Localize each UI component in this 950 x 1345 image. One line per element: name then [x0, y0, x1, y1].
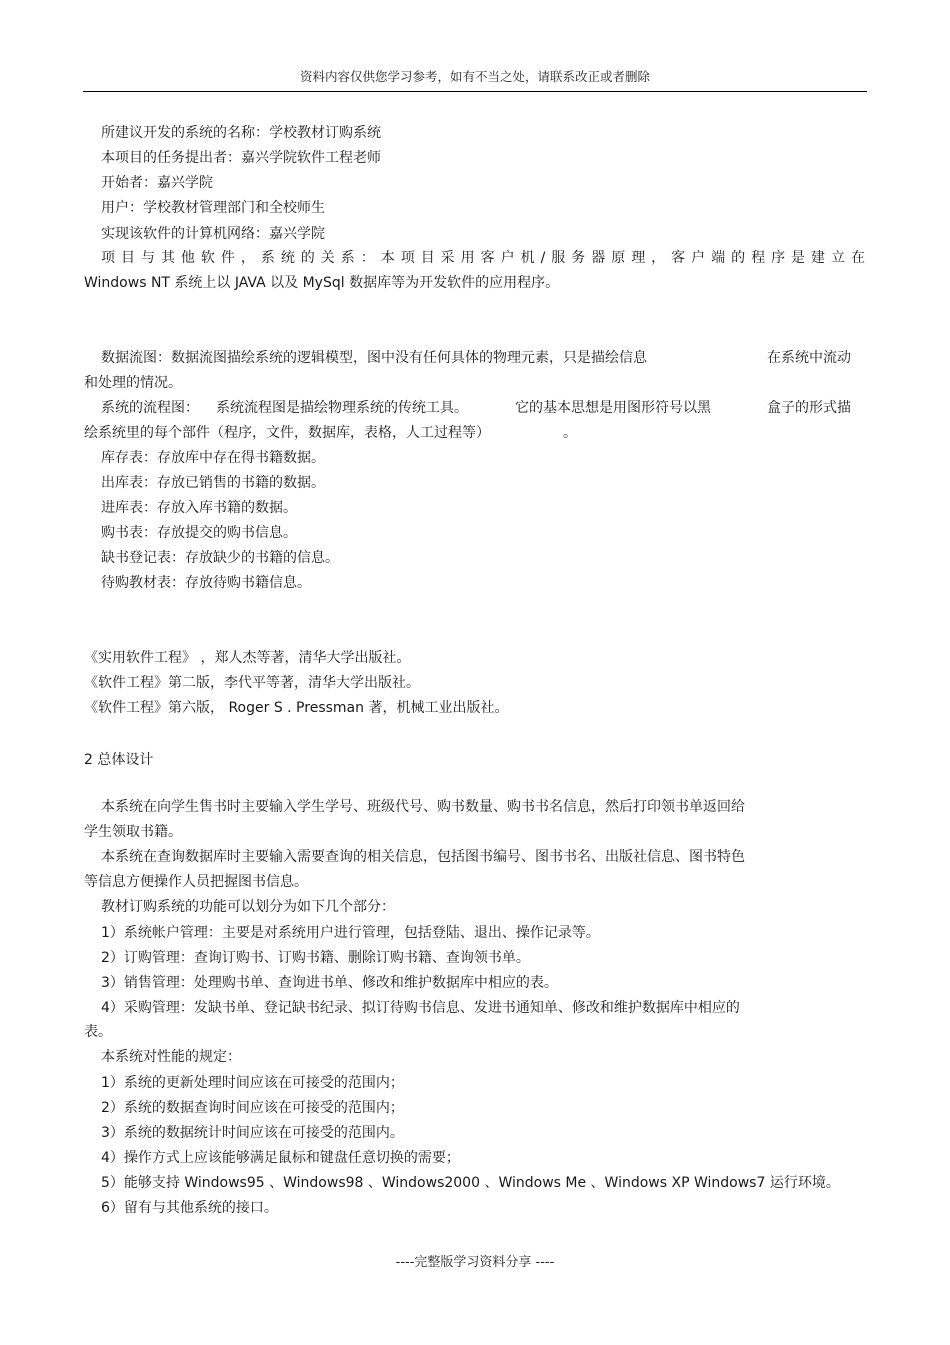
- initiator-line: 开始者：嘉兴学院: [101, 175, 213, 191]
- flow-line-2a: 绘系统里的每个部件（程序，文件，数据库，表格，人工过程等）: [84, 425, 490, 441]
- reference-item: 《软件工程》第六版， Roger S . Pressman 著，机械工业出版社。: [84, 700, 509, 716]
- function-item-tail: 表。: [84, 1024, 112, 1040]
- function-item: 3）销售管理：处理购书单、查询进书单、修改和维护数据库中相应的表。: [101, 975, 558, 991]
- performance-item: 2）系统的数据查询时间应该在可接受的范围内；: [101, 1100, 404, 1116]
- performance-item: 4）操作方式上应该能够满足鼠标和键盘任意切换的需要；: [101, 1150, 460, 1166]
- performance-intro: 本系统对性能的规定：: [101, 1049, 241, 1065]
- table-def-item: 出库表：存放已销售的书籍的数据。: [101, 475, 325, 491]
- header-rule: [83, 91, 867, 92]
- reference-item: 《软件工程》第二版，李代平等著，清华大学出版社。: [84, 675, 420, 691]
- dfd-line-2: 和处理的情况。: [84, 375, 182, 391]
- table-def-item: 进库表：存放入库书籍的数据。: [101, 500, 297, 516]
- functions-intro: 教材订购系统的功能可以划分为如下几个部分：: [101, 899, 395, 915]
- function-item: 1）系统帐户管理：主要是对系统用户进行管理，包括登陆、退出、操作记录等。: [101, 925, 600, 941]
- performance-item: 6）留有与其他系统的接口。: [101, 1200, 278, 1216]
- table-def-item: 缺书登记表：存放缺少的书籍的信息。: [101, 550, 339, 566]
- design-p1-line-2: 学生领取书籍。: [84, 824, 182, 840]
- design-p2-line-1: 本系统在查询数据库时主要输入需要查询的相关信息，包括图书编号、图书书名、出版社信息、图书特色: [101, 849, 745, 865]
- network-line: 实现该软件的计算机网络：嘉兴学院: [101, 226, 325, 242]
- table-def-item: 购书表：存放提交的购书信息。: [101, 525, 297, 541]
- dfd-line-1b: 在系统中流动: [767, 350, 851, 366]
- performance-item: 1）系统的更新处理时间应该在可接受的范围内；: [101, 1075, 404, 1091]
- function-item: 4）采购管理：发缺书单、登记缺书纪录、拟订待购书信息、发进书通知单、修改和维护数据库中相应的: [101, 1000, 740, 1016]
- design-p2-line-2: 等信息方便操作人员把握图书信息。: [84, 874, 308, 890]
- performance-item: 5）能够支持 Windows95 、Windows98 、Windows2000 、Windows Me 、Windows XP Windows7 运行环境。: [101, 1175, 840, 1191]
- proposer-line: 本项目的任务提出者：嘉兴学院软件工程老师: [101, 150, 381, 166]
- system-name-line: 所建议开发的系统的名称：学校教材订购系统: [101, 125, 381, 141]
- dfd-line-1a: 数据流图：数据流图描绘系统的逻辑模型，图中没有任何具体的物理元素，只是描绘信息: [101, 350, 647, 366]
- table-def-item: 待购教材表：存放待购书籍信息。: [101, 575, 311, 591]
- users-line: 用户：学校教材管理部门和全校师生: [101, 200, 325, 216]
- relation-line-2: Windows NT 系统上以 JAVA 以及 MySql 数据库等为开发软件的应用程序。: [84, 275, 560, 291]
- function-item: 2）订购管理：查询订购书、订购书籍、删除订购书籍、查询领书单。: [101, 950, 530, 966]
- flow-line-1b: 系统流程图是描绘物理系统的传统工具。: [216, 400, 468, 416]
- relation-line-1: 项目与其他软件，系统的关系：本项目采用客户机/服务器原理，客户端的程序是建立在: [101, 250, 865, 266]
- flow-line-2b: 。: [563, 425, 577, 441]
- page-header: 资料内容仅供您学习参考，如有不当之处，请联系改正或者删除: [299, 69, 650, 84]
- table-def-item: 库存表：存放库中存在得书籍数据。: [101, 450, 325, 466]
- reference-item: 《实用软件工程》 ，郑人杰等著，清华大学出版社。: [84, 650, 411, 666]
- section-title: 2 总体设计: [84, 752, 154, 768]
- page-footer: ----完整版学习资料分享 ----: [395, 1255, 555, 1270]
- design-p1-line-1: 本系统在向学生售书时主要输入学生学号、班级代号、购书数量、购书书名信息，然后打印领书单返回给: [101, 799, 745, 815]
- flow-line-1d: 盒子的形式描: [767, 400, 851, 416]
- flow-line-1a: 系统的流程图：: [101, 400, 199, 416]
- performance-item: 3）系统的数据统计时间应该在可接受的范围内。: [101, 1125, 404, 1141]
- flow-line-1c: 它的基本思想是用图形符号以黑: [515, 400, 711, 416]
